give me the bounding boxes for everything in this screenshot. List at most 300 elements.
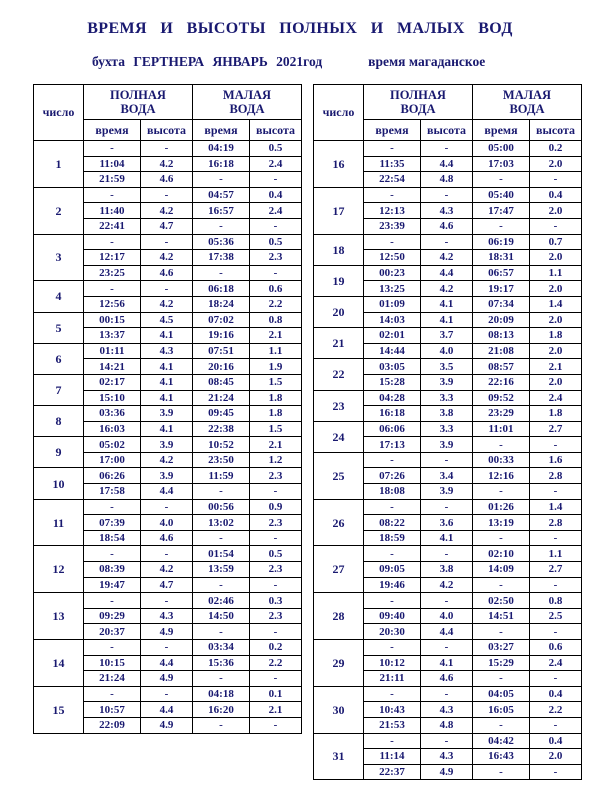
cell-time: 19:17 (473, 281, 530, 297)
cell-height: 0.5 (250, 141, 302, 157)
cell-height: 2.0 (530, 156, 582, 172)
cell-height: - (250, 265, 302, 281)
tide-row (34, 312, 302, 328)
day-number: 20 (314, 296, 364, 327)
day-number: 16 (314, 141, 364, 188)
cell-time: 23:39 (364, 218, 421, 234)
cell-height: - (250, 577, 302, 593)
cell-height: 2.0 (530, 281, 582, 297)
tide-row (314, 499, 582, 515)
cell-time: 04:42 (473, 733, 530, 749)
cell-height: 3.9 (421, 437, 473, 453)
cell-height: 2.0 (530, 374, 582, 390)
cell-time: 15:28 (364, 374, 421, 390)
tide-row (314, 296, 582, 312)
cell-time: 21:08 (473, 343, 530, 359)
cell-height: - (250, 172, 302, 188)
cell-height: 4.0 (141, 515, 193, 531)
cell-time: 05:40 (473, 187, 530, 203)
cell-height: - (250, 624, 302, 640)
cell-time: 09:05 (364, 562, 421, 578)
tide-row (314, 328, 582, 344)
cell-height: - (421, 187, 473, 203)
header-time-high: время (84, 120, 141, 141)
cell-height: - (421, 452, 473, 468)
cell-time: 02:17 (84, 374, 141, 390)
tide-row (34, 406, 302, 422)
day-number: 11 (34, 499, 84, 546)
cell-height: 2.3 (250, 250, 302, 266)
cell-time: 17:00 (84, 452, 141, 468)
cell-time: 02:10 (473, 546, 530, 562)
cell-height: 4.7 (141, 218, 193, 234)
cell-time: 04:18 (193, 686, 250, 702)
tables-container (0, 84, 600, 780)
cell-height: - (530, 717, 582, 733)
cell-time: 13:37 (84, 328, 141, 344)
subtitle-location: бухта ГЕРТНЕРА ЯНВАРЬ 2021год (92, 54, 323, 69)
cell-height: 4.4 (141, 655, 193, 671)
cell-time: 15:10 (84, 390, 141, 406)
cell-time: 16:18 (364, 406, 421, 422)
cell-time: 16:20 (193, 702, 250, 718)
cell-time: 03:05 (364, 359, 421, 375)
cell-height: 0.5 (250, 234, 302, 250)
tide-row (314, 733, 582, 749)
cell-height: 1.9 (250, 359, 302, 375)
cell-time: - (193, 530, 250, 546)
cell-time: 16:18 (193, 156, 250, 172)
cell-height: 4.3 (141, 608, 193, 624)
tide-row (314, 686, 582, 702)
cell-time: 19:46 (364, 577, 421, 593)
header-time-low: время (473, 120, 530, 141)
cell-time: 00:33 (473, 452, 530, 468)
cell-height: 2.7 (530, 421, 582, 437)
cell-height: 4.0 (421, 343, 473, 359)
cell-height: - (530, 172, 582, 188)
cell-height: - (141, 593, 193, 609)
tide-row (314, 593, 582, 609)
cell-height: 1.5 (250, 374, 302, 390)
cell-time: - (84, 546, 141, 562)
cell-height: 1.5 (250, 421, 302, 437)
cell-height: 4.4 (421, 624, 473, 640)
cell-height: 4.1 (141, 374, 193, 390)
day-number: 27 (314, 546, 364, 593)
cell-height: - (530, 437, 582, 453)
cell-time: - (84, 234, 141, 250)
cell-height: 4.1 (421, 530, 473, 546)
cell-height: - (530, 671, 582, 687)
cell-time: 04:57 (193, 187, 250, 203)
cell-time: - (193, 172, 250, 188)
cell-time: 01:09 (364, 296, 421, 312)
cell-height: 4.4 (141, 702, 193, 718)
cell-time: 22:38 (193, 421, 250, 437)
cell-height: - (530, 764, 582, 780)
cell-height: 1.8 (530, 406, 582, 422)
cell-height: 4.1 (421, 655, 473, 671)
day-number: 9 (34, 437, 84, 468)
cell-time: - (364, 546, 421, 562)
cell-time: 22:09 (84, 717, 141, 733)
cell-time: - (473, 764, 530, 780)
cell-time: 11:35 (364, 156, 421, 172)
day-number: 17 (314, 187, 364, 234)
cell-time: 09:52 (473, 390, 530, 406)
cell-time: - (84, 640, 141, 656)
cell-height: 4.4 (141, 484, 193, 500)
cell-height: 4.6 (141, 172, 193, 188)
cell-time: 11:01 (473, 421, 530, 437)
tide-row (314, 640, 582, 656)
cell-height: 4.2 (141, 562, 193, 578)
cell-time: 01:26 (473, 499, 530, 515)
cell-time: 16:43 (473, 749, 530, 765)
tide-table-days-16-31 (313, 84, 582, 780)
day-number: 5 (34, 312, 84, 343)
cell-height: 1.4 (530, 296, 582, 312)
cell-height: 2.7 (530, 562, 582, 578)
cell-height: 3.9 (141, 406, 193, 422)
cell-time: - (84, 187, 141, 203)
tide-row (34, 437, 302, 453)
cell-time: 08:57 (473, 359, 530, 375)
cell-height: 0.7 (530, 234, 582, 250)
cell-height: - (141, 686, 193, 702)
cell-time: 19:47 (84, 577, 141, 593)
cell-height: - (421, 640, 473, 656)
cell-time: 07:34 (473, 296, 530, 312)
day-number: 28 (314, 593, 364, 640)
subtitle (0, 54, 600, 70)
cell-time: 12:56 (84, 296, 141, 312)
cell-time: 01:11 (84, 343, 141, 359)
cell-time: 06:57 (473, 265, 530, 281)
tide-row (314, 265, 582, 281)
day-number: 1 (34, 141, 84, 188)
day-number: 30 (314, 686, 364, 733)
cell-height: 4.3 (421, 203, 473, 219)
table-body-days-16-31 (314, 141, 582, 780)
cell-time: 21:24 (84, 671, 141, 687)
day-number: 3 (34, 234, 84, 281)
cell-height: 4.3 (141, 343, 193, 359)
day-number: 12 (34, 546, 84, 593)
cell-time: - (193, 218, 250, 234)
cell-height: 2.0 (530, 203, 582, 219)
cell-time: 10:43 (364, 702, 421, 718)
cell-time: 09:40 (364, 608, 421, 624)
cell-height: 4.8 (421, 717, 473, 733)
table-body-days-1-15 (34, 141, 302, 734)
day-number: 22 (314, 359, 364, 390)
header-height-low: высота (530, 120, 582, 141)
cell-time: 18:08 (364, 484, 421, 500)
cell-height: 2.1 (250, 328, 302, 344)
cell-height: 3.9 (141, 437, 193, 453)
cell-height: 2.0 (530, 250, 582, 266)
cell-height: 0.2 (530, 141, 582, 157)
cell-height: 3.4 (421, 468, 473, 484)
cell-height: 3.7 (421, 328, 473, 344)
cell-height: 1.8 (250, 390, 302, 406)
cell-height: 0.4 (530, 686, 582, 702)
cell-time: 07:02 (193, 312, 250, 328)
cell-height: 3.9 (141, 468, 193, 484)
cell-time: 06:26 (84, 468, 141, 484)
cell-height: 4.3 (421, 702, 473, 718)
cell-height: - (530, 484, 582, 500)
cell-time: - (473, 577, 530, 593)
tide-row (34, 640, 302, 656)
cell-time: 18:24 (193, 296, 250, 312)
cell-time: 01:54 (193, 546, 250, 562)
cell-height: 2.5 (530, 608, 582, 624)
tide-row (34, 234, 302, 250)
cell-time: - (364, 640, 421, 656)
cell-time: 03:27 (473, 640, 530, 656)
cell-height: 4.1 (421, 312, 473, 328)
cell-height: - (421, 686, 473, 702)
cell-height: 2.4 (530, 655, 582, 671)
cell-time: 14:03 (364, 312, 421, 328)
cell-time: - (193, 717, 250, 733)
cell-height: 1.1 (530, 265, 582, 281)
tide-row (34, 281, 302, 297)
header-time-high: время (364, 120, 421, 141)
tide-row (34, 374, 302, 390)
cell-height: 4.4 (421, 265, 473, 281)
cell-height: 4.2 (141, 203, 193, 219)
cell-height: 1.8 (530, 328, 582, 344)
cell-time: 07:26 (364, 468, 421, 484)
cell-height: 4.1 (421, 296, 473, 312)
cell-time: 14:21 (84, 359, 141, 375)
cell-time: 16:03 (84, 421, 141, 437)
cell-time: 08:13 (473, 328, 530, 344)
tide-row (314, 452, 582, 468)
cell-height: 3.5 (421, 359, 473, 375)
cell-time: - (193, 577, 250, 593)
cell-time: 02:50 (473, 593, 530, 609)
tide-row (34, 343, 302, 359)
cell-height: 1.4 (530, 499, 582, 515)
cell-height: - (141, 187, 193, 203)
cell-time: 05:00 (473, 141, 530, 157)
cell-time: 07:51 (193, 343, 250, 359)
cell-height: - (250, 717, 302, 733)
header-high-water: ПОЛНАЯ ВОДА (84, 85, 193, 120)
cell-height: 0.4 (250, 187, 302, 203)
subtitle-timezone: время магаданское (368, 54, 486, 69)
day-number: 23 (314, 390, 364, 421)
cell-time: 11:40 (84, 203, 141, 219)
cell-height: 4.1 (141, 421, 193, 437)
cell-time: - (364, 733, 421, 749)
cell-time: - (193, 624, 250, 640)
cell-time: 20:09 (473, 312, 530, 328)
cell-height: 4.8 (421, 172, 473, 188)
tide-row (314, 359, 582, 375)
day-number: 6 (34, 343, 84, 374)
cell-time: 03:36 (84, 406, 141, 422)
cell-time: 18:54 (84, 530, 141, 546)
cell-height: 4.2 (421, 250, 473, 266)
cell-time: 14:09 (473, 562, 530, 578)
cell-time: - (473, 437, 530, 453)
cell-height: 0.2 (250, 640, 302, 656)
cell-time: 06:06 (364, 421, 421, 437)
cell-height: - (421, 733, 473, 749)
cell-height: 3.3 (421, 390, 473, 406)
cell-height: 4.2 (141, 250, 193, 266)
cell-time: 13:25 (364, 281, 421, 297)
tide-row (314, 234, 582, 250)
cell-height: 4.1 (141, 390, 193, 406)
day-number: 4 (34, 281, 84, 312)
cell-height: - (421, 546, 473, 562)
tide-row (314, 187, 582, 203)
cell-time: 05:36 (193, 234, 250, 250)
cell-time: 21:11 (364, 671, 421, 687)
day-number: 31 (314, 733, 364, 780)
cell-time: 06:19 (473, 234, 530, 250)
cell-time: 17:03 (473, 156, 530, 172)
cell-time: 20:16 (193, 359, 250, 375)
cell-height: - (421, 141, 473, 157)
cell-height: 2.3 (250, 608, 302, 624)
cell-height: 0.6 (250, 281, 302, 297)
cell-height: 4.4 (421, 156, 473, 172)
cell-time: - (473, 624, 530, 640)
day-number: 8 (34, 406, 84, 437)
day-number: 13 (34, 593, 84, 640)
cell-height: - (141, 281, 193, 297)
cell-height: 2.0 (530, 343, 582, 359)
cell-time: - (473, 530, 530, 546)
cell-time: 04:05 (473, 686, 530, 702)
cell-height: - (141, 141, 193, 157)
header-high-water: ПОЛНАЯ ВОДА (364, 85, 473, 120)
header-height-low: высота (250, 120, 302, 141)
cell-height: 2.4 (250, 156, 302, 172)
day-number: 29 (314, 640, 364, 687)
cell-time: - (473, 717, 530, 733)
cell-time: 03:34 (193, 640, 250, 656)
cell-time: 12:16 (473, 468, 530, 484)
cell-height: 1.1 (250, 343, 302, 359)
cell-time: 17:58 (84, 484, 141, 500)
cell-time: 20:30 (364, 624, 421, 640)
cell-height: 0.4 (530, 733, 582, 749)
cell-height: 4.3 (421, 749, 473, 765)
cell-time: - (84, 593, 141, 609)
tide-row (314, 390, 582, 406)
cell-time: 21:24 (193, 390, 250, 406)
cell-height: 4.6 (421, 671, 473, 687)
cell-time: - (193, 671, 250, 687)
cell-time: 18:59 (364, 530, 421, 546)
cell-height: 0.8 (250, 312, 302, 328)
cell-height: 0.8 (530, 593, 582, 609)
cell-time: 00:56 (193, 499, 250, 515)
cell-time: - (364, 593, 421, 609)
cell-height: - (530, 218, 582, 234)
cell-time: 02:01 (364, 328, 421, 344)
header-height-high: высота (141, 120, 193, 141)
cell-time: 04:19 (193, 141, 250, 157)
cell-height: - (530, 577, 582, 593)
cell-time: 15:29 (473, 655, 530, 671)
header-height-high: высота (421, 120, 473, 141)
cell-height: 0.1 (250, 686, 302, 702)
cell-time: - (364, 499, 421, 515)
cell-height: 3.8 (421, 562, 473, 578)
cell-time: - (364, 234, 421, 250)
cell-time: 10:12 (364, 655, 421, 671)
cell-time: 22:16 (473, 374, 530, 390)
cell-height: 1.1 (530, 546, 582, 562)
cell-time: 00:23 (364, 265, 421, 281)
cell-time: 17:13 (364, 437, 421, 453)
cell-time: 14:44 (364, 343, 421, 359)
cell-time: 22:37 (364, 764, 421, 780)
cell-time: 14:51 (473, 608, 530, 624)
cell-time: 19:16 (193, 328, 250, 344)
cell-height: 4.2 (141, 452, 193, 468)
cell-time: 00:15 (84, 312, 141, 328)
cell-height: 4.0 (421, 608, 473, 624)
cell-height: - (250, 671, 302, 687)
cell-time: 13:02 (193, 515, 250, 531)
cell-height: 1.6 (530, 452, 582, 468)
cell-time: 12:50 (364, 250, 421, 266)
cell-height: 4.1 (141, 328, 193, 344)
cell-time: 18:31 (473, 250, 530, 266)
cell-height: 4.9 (141, 671, 193, 687)
cell-time: 14:50 (193, 608, 250, 624)
cell-height: - (250, 484, 302, 500)
cell-time: 13:19 (473, 515, 530, 531)
header-time-low: время (193, 120, 250, 141)
cell-height: 4.9 (421, 764, 473, 780)
cell-height: 2.1 (250, 437, 302, 453)
day-number: 26 (314, 499, 364, 546)
cell-time: 11:04 (84, 156, 141, 172)
day-number: 14 (34, 640, 84, 687)
cell-height: 4.9 (141, 717, 193, 733)
cell-time: 10:57 (84, 702, 141, 718)
cell-time: - (84, 141, 141, 157)
day-number: 18 (314, 234, 364, 265)
cell-height: - (530, 530, 582, 546)
cell-time: 05:02 (84, 437, 141, 453)
cell-height: - (250, 530, 302, 546)
day-number: 21 (314, 328, 364, 359)
cell-height: - (141, 499, 193, 515)
cell-time: - (364, 187, 421, 203)
cell-height: 4.2 (141, 156, 193, 172)
cell-height: 4.7 (141, 577, 193, 593)
cell-height: 3.8 (421, 406, 473, 422)
tide-table-days-1-15 (33, 84, 302, 734)
cell-time: 06:18 (193, 281, 250, 297)
header-low-water: МАЛАЯ ВОДА (473, 85, 582, 120)
day-number: 19 (314, 265, 364, 296)
cell-height: 2.2 (250, 296, 302, 312)
